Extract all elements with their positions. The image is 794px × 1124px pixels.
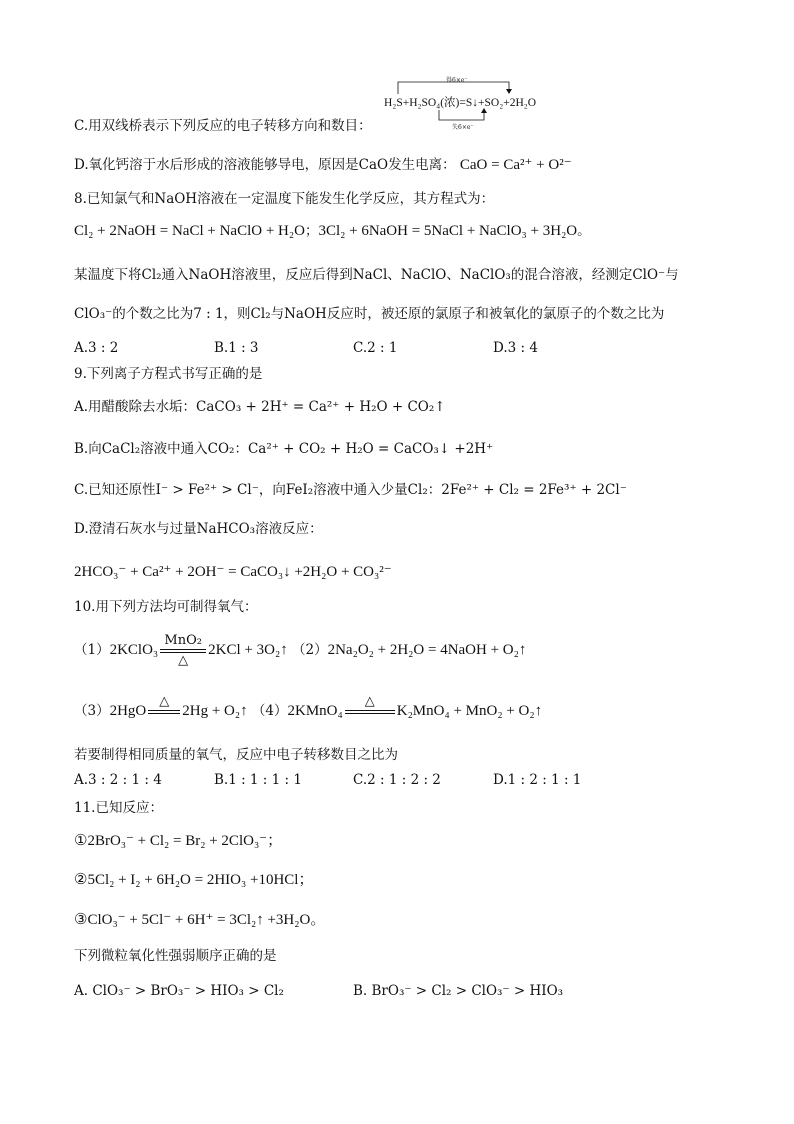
q8-eq2: 3Cl₂ + 6NaOH = 5NaCl + NaClO₃ + 3H₂O [318, 223, 578, 239]
q10-r4-condition [345, 695, 395, 729]
q8-eq1: Cl₂ + 2NaOH = NaCl + NaClO + H₂O [74, 223, 305, 239]
q9-stem: 9.下列离子方程式书写正确的是 [74, 366, 263, 382]
q10-r1-catalyst: MnO₂ [164, 632, 202, 648]
q8-option-b[interactable]: B.1 : 3 [214, 340, 259, 356]
electron-bridge-diagram [384, 72, 564, 132]
q11-option-a[interactable]: A. ClO₃⁻ > BrO₃⁻ > HIO₃ > Cl₂ [74, 983, 284, 999]
q10-stem: 10.用下列方法均可制得氧气： [74, 599, 258, 615]
q8-sep: ； [304, 223, 319, 239]
q8-line2: 某温度下将Cl₂通入NaOH溶液里，反应后得到NaCl、NaClO、NaClO₃的混合溶液，经测定ClO⁻与 [74, 267, 679, 283]
q9-option-a[interactable]: A.用醋酸除去水垢：CaCO₃ + 2H⁺ = Ca²⁺ + H₂O + CO₂↑ [74, 399, 446, 415]
q11-reaction-2: ②5Cl₂ + I₂ + 6H₂O = 2HIO₃ +10HCl； [74, 872, 314, 888]
q10-r4-num: （4） [251, 703, 288, 719]
q8-line3: ClO₃⁻的个数之比为7 : 1，则Cl₂与NaOH反应时，被还原的氯原子和被氧化的氯原子的个数之比为 [74, 306, 665, 322]
q10-reactions-row1 [74, 630, 526, 670]
q10-option-a[interactable]: A.3 : 2 : 1 : 4 [74, 772, 162, 788]
q10-r1-right: 2KCl + 3O₂↑ [208, 642, 288, 658]
q7-option-c: C.用双线桥表示下列反应的电子转移方向和数目： [74, 118, 372, 134]
q10-r1-left: 2KClO₃ [109, 642, 159, 658]
double-bar-icon [160, 649, 206, 653]
q10-r1-num: （1） [74, 642, 110, 658]
q10-option-d[interactable]: D.1 : 2 : 1 : 1 [493, 772, 582, 788]
bridge-equation: H₂S+H₂SO₄(浓)=S↓+SO₂+2H₂O [384, 97, 537, 109]
q7-option-d [74, 156, 572, 174]
q10-ask: 若要制得相同质量的氧气，反应中电子转移数目之比为 [74, 747, 398, 763]
q10-r3-condition [148, 695, 180, 729]
q7-d-text: D.氧化钙溶于水后形成的溶液能够导电，原因是CaO发生电离： [74, 157, 456, 173]
q9-option-c[interactable]: C.已知还原性I⁻ > Fe²⁺ > Cl⁻，向FeI₂溶液中通入少量Cl₂：2Fe²⁺ + Cl₂ = 2Fe³⁺ + 2Cl⁻ [74, 482, 627, 498]
q8-end: 。 [577, 223, 591, 239]
q10-option-b[interactable]: B.1 : 1 : 1 : 1 [214, 772, 302, 788]
q10-r3-heat: △ [159, 693, 170, 709]
q11-reaction-3: ③ClO₃⁻ + 5Cl⁻ + 6H⁺ = 3Cl₂↑ +3H₂O。 [74, 912, 326, 928]
q10-r3-num: （3） [74, 703, 110, 719]
q9-option-b[interactable]: B.向CaCl₂溶液中通入CO₂：Ca²⁺ + CO₂ + H₂O = CaCO₃↓ +2H⁺ [74, 441, 494, 457]
q8-option-c[interactable]: C.2 : 1 [353, 340, 398, 356]
q11-option-b[interactable]: B. BrO₃⁻ > Cl₂ > ClO₃⁻ > HIO₃ [353, 983, 564, 999]
q9-option-d[interactable]: D.澄清石灰水与过量NaHCO₃溶液反应： [74, 521, 323, 537]
q10-r2-num: （2） [292, 642, 328, 658]
q7-d-equation: CaO = Ca²⁺ + O²⁻ [459, 157, 572, 173]
q10-r4-heat: △ [364, 693, 375, 709]
q10-reactions-row2 [74, 693, 542, 729]
double-bar-icon [148, 710, 180, 714]
q8-equations [74, 222, 591, 240]
q10-r3-right: 2Hg + O₂↑ [182, 703, 248, 719]
q8-option-d[interactable]: D.3 : 4 [493, 340, 538, 356]
q8-stem: 8.已知氯气和NaOH溶液在一定温度下能发生化学反应，其方程式为： [74, 191, 495, 207]
q11-ask: 下列微粒氧化性强弱顺序正确的是 [74, 948, 277, 964]
loss-label: 失6×e⁻ [452, 124, 474, 131]
q10-r4-left: 2KMnO₄ [287, 703, 343, 719]
q10-r3-left: 2HgO [109, 703, 147, 719]
q8-option-a[interactable]: A.3 : 2 [74, 340, 119, 356]
q10-r2: 2Na₂O₂ + 2H₂O = 4NaOH + O₂↑ [327, 642, 527, 658]
q10-r4-right: K₂MnO₄ + MnO₂ + O₂↑ [396, 703, 543, 719]
q10-r1-condition [160, 634, 206, 668]
q10-option-c[interactable]: C.2 : 1 : 2 : 2 [353, 772, 441, 788]
q11-reaction-1: ①2BrO₃⁻ + Cl₂ = Br₂ + 2ClO₃⁻； [74, 833, 283, 849]
q11-stem: 11.已知反应： [74, 800, 163, 816]
q10-r1-heat: △ [178, 652, 189, 668]
gain-label: 得6×e⁻ [446, 77, 468, 84]
q9-d-equation: 2HCO₃⁻ + Ca²⁺ + 2OH⁻ = CaCO₃↓ +2H₂O + CO₃²⁻ [74, 564, 392, 580]
double-bar-icon [345, 710, 395, 714]
